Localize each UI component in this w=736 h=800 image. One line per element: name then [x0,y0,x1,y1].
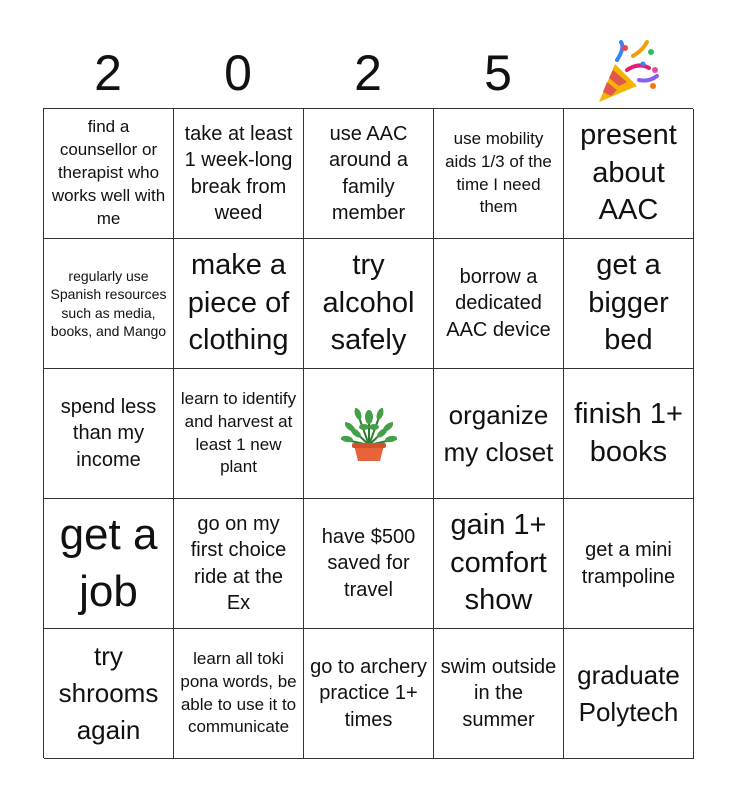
bingo-cell: spend less than my income [44,369,174,499]
bingo-cell: make a piece of clothing [174,239,304,369]
bingo-cell: get a mini trampoline [564,499,694,629]
bingo-cell: get a job [44,499,174,629]
bingo-cell: get a bigger bed [564,239,694,369]
bingo-cell: use AAC around a family member [304,109,434,239]
bingo-cell: learn all toki pona words, be able to use it to communicate [174,629,304,759]
bingo-cell: learn to identify and harvest at least 1 new plant [174,369,304,499]
header-letter: 2 [94,45,122,101]
potted-plant-icon [304,369,434,499]
bingo-cell: go to archery practice 1+ times [304,629,434,759]
bingo-header [43,38,693,108]
bingo-cell: graduate Polytech [564,629,694,759]
party-popper-icon [563,38,693,108]
bingo-cell: use mobility aids 1/3 of the time I need them [434,109,564,239]
bingo-cell: try alcohol safely [304,239,434,369]
header-letter: 5 [484,45,512,101]
header-letter: 2 [354,45,382,101]
bingo-cell: regularly use Spanish resources such as media, books, and Mango [44,239,174,369]
bingo-cell: organize my closet [434,369,564,499]
bingo-cell: finish 1+ books [564,369,694,499]
bingo-cell: present about AAC [564,109,694,239]
bingo-cell: borrow a dedicated AAC device [434,239,564,369]
bingo-cell: gain 1+ comfort show [434,499,564,629]
bingo-cell: try shrooms again [44,629,174,759]
bingo-cell: take at least 1 week-long break from weed [174,109,304,239]
bingo-cell: find a counsellor or therapist who works well with me [44,109,174,239]
bingo-board [43,108,693,758]
header-letter: 0 [224,45,252,101]
bingo-cell: go on my first choice ride at the Ex [174,499,304,629]
bingo-cell: have $500 saved for travel [304,499,434,629]
bingo-cell: swim outside in the summer [434,629,564,759]
